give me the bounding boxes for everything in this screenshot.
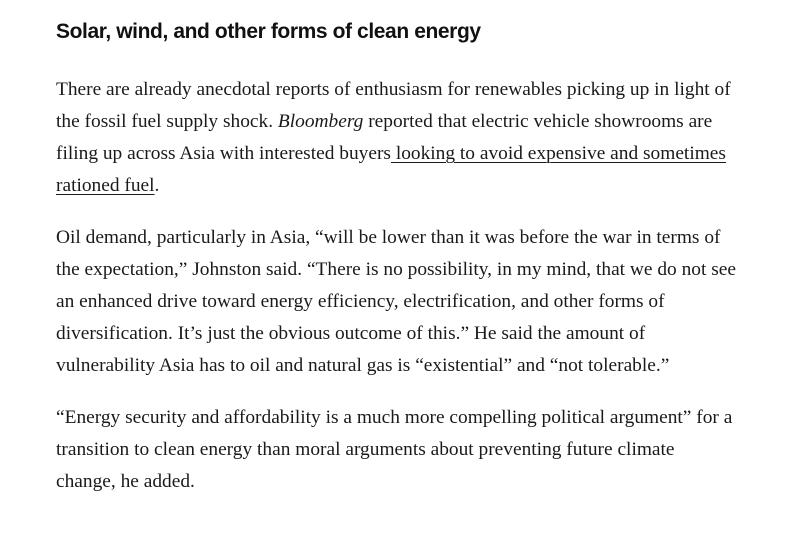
paragraph-1-text-before: There are already anecdotal reports of enthusiasm for renewables picking up in light of the fossil fuel supply shock. [56, 79, 731, 132]
source-name: Bloomberg [277, 111, 364, 132]
rationed-fuel-link[interactable]: looking to avoid expensive and sometimes rationed fuel [56, 143, 726, 196]
paragraph-1-text-after: . [154, 175, 160, 196]
paragraph-1 [56, 74, 736, 202]
paragraph-3: “Energy security and affordability is a much more compelling political argument” for a transition to clean energy than moral arguments about preventing future climate change, he added. [56, 407, 733, 492]
paragraph-1-text-middle: reported that electric vehicle showrooms are filing up across Asia with interested buyers [56, 111, 713, 164]
paragraph-2: Oil demand, particularly in Asia, “will be lower than it was before the war in terms of the expectation,” Johnston said. “There is no possibility, in my mind, that we do not see an enhanced drive toward energy efficiency, electrification, and other forms of diversification. It’s just the obvious outcome of this.” He said the amount of vulnerability Asia has to oil and natural gas is “existential” and “not tolerable.” [56, 227, 736, 376]
section-heading: Solar, wind, and other forms of clean energy [56, 20, 481, 43]
article-body [56, 0, 736, 498]
